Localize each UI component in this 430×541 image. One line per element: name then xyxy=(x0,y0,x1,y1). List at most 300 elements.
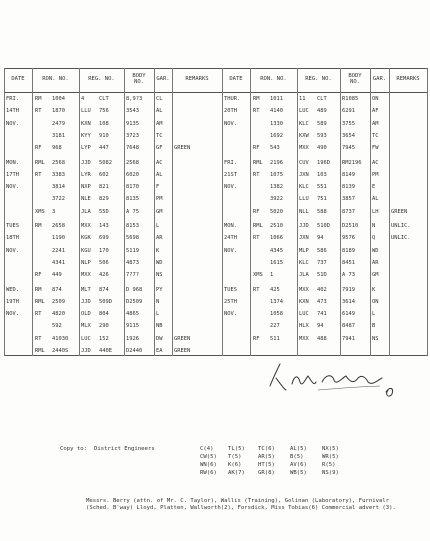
cell-reg-letters: KLC xyxy=(299,259,309,266)
col-rule xyxy=(389,68,390,356)
cell-ron-number: 511 xyxy=(270,335,280,342)
cell-body-no: D2509 xyxy=(126,298,143,305)
copy-to-entry: C(4) xyxy=(200,446,214,452)
cell-body-no: 8,9?3 xyxy=(126,96,143,102)
cell-reg-letters: KXN xyxy=(81,120,91,127)
cell-ron-number: 449 xyxy=(52,272,62,279)
cell-garage: AL xyxy=(156,108,163,115)
col-rule xyxy=(79,68,80,356)
cell-garage: ON xyxy=(372,298,379,305)
header-ron-no-2: RON. NO. xyxy=(260,76,287,82)
cell-body-no: 8149 xyxy=(342,171,355,178)
cell-garage: E xyxy=(372,184,376,191)
cell-ron-number: 2510 xyxy=(270,223,283,229)
cell-reg-letters: HLX xyxy=(299,323,309,330)
cell-reg-digits: 588 xyxy=(317,208,327,215)
header-gar-2: GAR. xyxy=(372,76,387,82)
cell-reg-digits: 741 xyxy=(317,311,327,318)
cell-reg-letters: KXN xyxy=(299,298,309,305)
cell-ron-number: 1615 xyxy=(270,259,283,266)
cell-body-no: 8737 xyxy=(342,208,355,215)
cell-body-no: R1085 xyxy=(342,96,359,102)
cell-garage: GM xyxy=(156,208,163,215)
cell-garage: K xyxy=(372,286,376,293)
cell-garage: GM xyxy=(372,272,379,279)
cell-body-no: 6149 xyxy=(342,311,355,318)
cell-reg-digits: 94 xyxy=(317,323,324,330)
cell-ron-number: 1330 xyxy=(270,120,283,127)
copy-to-entry: TL(5) xyxy=(228,446,245,452)
cell-ron-number: 1374 xyxy=(270,298,283,305)
copy-to-entry: T(5) xyxy=(228,454,242,460)
cell-date: 20TH xyxy=(224,108,237,115)
header-date: DATE xyxy=(11,76,25,82)
header-reg-no: REG. NO. xyxy=(88,76,115,82)
cell-garage: AF xyxy=(372,108,379,115)
cell-garage: FW xyxy=(372,145,379,152)
cell-ron-prefix: RM xyxy=(35,223,42,229)
cell-garage: N xyxy=(156,298,160,305)
cell-reg-letters: KGU xyxy=(81,247,91,254)
cell-body-no: 5698 xyxy=(126,235,139,242)
cell-body-no: 5119 xyxy=(126,247,139,254)
copy-to-entry: AL(5) xyxy=(290,446,307,452)
cell-reg-digits: 488 xyxy=(317,335,327,342)
col-rule xyxy=(222,68,223,356)
cell-date: TUES xyxy=(6,223,19,229)
cell-ron-number: 4341 xyxy=(52,259,65,266)
cell-body-no: 8170 xyxy=(126,184,139,191)
cell-garage: TC xyxy=(156,132,163,139)
cell-reg-letters: KYY xyxy=(81,132,91,139)
cell-ron-number: 1011 xyxy=(270,96,283,102)
cell-body-no: 4865 xyxy=(126,311,139,318)
col-rule xyxy=(427,68,428,356)
cell-body-no: 3654 xyxy=(342,132,355,139)
cell-reg-digits: 143 xyxy=(99,223,109,229)
cell-ron-number: 543 xyxy=(270,145,280,152)
cell-reg-letters: LUC xyxy=(299,108,309,115)
cell-ron-number: 1692 xyxy=(270,132,283,139)
copy-to-entry: RW(6) xyxy=(200,470,217,476)
cell-reg-digits: 589 xyxy=(317,120,327,127)
cell-reg-digits: 103 xyxy=(317,171,327,178)
cell-reg-letters: LYP xyxy=(81,145,91,152)
cell-reg-digits: 426 xyxy=(99,272,109,279)
header-gar: GAR. xyxy=(156,76,170,82)
cell-reg-letters: NLE xyxy=(81,196,91,203)
cell-ron-number: 2568 xyxy=(52,159,65,166)
cell-ron-number: 425 xyxy=(270,286,280,293)
cell-reg-digits: 551 xyxy=(317,184,327,191)
cell-reg-letters: JJD xyxy=(299,223,309,229)
cell-date: MON. xyxy=(224,223,237,229)
cell-ron-prefix: RML xyxy=(253,223,263,229)
cell-body-no: 7919 xyxy=(342,286,355,293)
cell-ron-prefix: RF xyxy=(35,272,42,279)
cell-reg-digits: 473 xyxy=(317,298,327,305)
cell-reg-letters: LUC xyxy=(299,311,309,318)
cell-ron-number: 4140 xyxy=(270,108,283,115)
cell-ron-prefix: RT xyxy=(253,108,260,115)
cell-ron-prefix: XMS xyxy=(253,272,263,279)
copy-to-entry: AR(5) xyxy=(258,454,275,460)
cell-reg-letters: MLX xyxy=(81,323,91,330)
copy-to-entry: AV(6) xyxy=(290,462,307,468)
cell-garage: WD xyxy=(156,259,163,266)
col-rule xyxy=(340,68,341,356)
cell-garage: DW xyxy=(156,335,163,342)
cell-reg-letters: JXN xyxy=(299,171,309,178)
cell-reg-letters: 11 xyxy=(299,96,306,102)
cell-ron-prefix: RM xyxy=(253,96,260,102)
signature xyxy=(262,356,412,404)
cell-date: 14TH xyxy=(6,108,19,115)
cell-body-no: 8451 xyxy=(342,259,355,266)
cell-ron-number: 1870 xyxy=(52,108,65,115)
cell-reg-digits: 5082 xyxy=(99,159,112,166)
cell-body-no: 8487 xyxy=(342,323,355,330)
cell-garage: AR xyxy=(156,235,163,242)
cell-garage: L xyxy=(156,223,160,229)
cell-reg-letters: LLU xyxy=(81,108,91,115)
cell-reg-digits: 402 xyxy=(317,286,327,293)
cell-ron-number: 2479 xyxy=(52,120,65,127)
cell-reg-letters: MLT xyxy=(81,286,91,293)
header-ron-no: RON. NO. xyxy=(42,76,69,82)
col-rule xyxy=(154,68,155,356)
cell-ron-prefix: RT xyxy=(253,171,260,178)
cell-body-no: D2440 xyxy=(126,348,143,354)
cell-date: NOV. xyxy=(224,247,237,254)
cell-garage: TC xyxy=(372,132,379,139)
cell-garage: WD xyxy=(372,247,379,254)
cell-body-no: 8189 xyxy=(342,247,355,254)
cell-body-no: 9135 xyxy=(126,120,139,127)
cell-date: 21ST xyxy=(224,171,237,178)
cell-garage: Q xyxy=(372,235,376,242)
cell-reg-digits: CLT xyxy=(317,96,327,102)
cell-ron-number: 2509 xyxy=(52,298,65,305)
copy-to-entry: GR(8) xyxy=(258,470,275,476)
cell-garage: L xyxy=(156,311,160,318)
cell-ron-prefix: RT xyxy=(253,235,260,242)
copy-to-entry: TC(6) xyxy=(258,446,275,452)
cell-remarks: UNLIC. xyxy=(391,223,411,229)
cell-body-no: D 968 xyxy=(126,286,143,293)
cell-garage: EA xyxy=(156,348,163,354)
cell-reg-digits: 490 xyxy=(317,145,327,152)
cell-reg-letters: JJD xyxy=(81,348,91,354)
copy-to-entry: WB(5) xyxy=(290,470,307,476)
cell-garage: CL xyxy=(156,96,163,102)
cell-garage: K xyxy=(156,247,160,254)
cell-date: 17TH xyxy=(6,171,19,178)
cell-body-no: 3614 xyxy=(342,298,355,305)
cell-ron-number: 2241 xyxy=(52,247,65,254)
cell-reg-digits: 602 xyxy=(99,171,109,178)
cell-reg-letters: MXX xyxy=(299,335,309,342)
cell-date: NOV. xyxy=(224,184,237,191)
cell-reg-digits: 586 xyxy=(317,247,327,254)
cell-ron-number: 3814 xyxy=(52,184,65,191)
cell-ron-number: 2196 xyxy=(270,159,283,166)
cell-body-no: 8135 xyxy=(126,196,139,203)
cell-reg-digits: 737 xyxy=(317,259,327,266)
cell-body-no: 3543 xyxy=(126,108,139,115)
cell-garage: AL xyxy=(156,171,163,178)
cell-reg-letters: KGK xyxy=(81,235,91,242)
cell-date: 24TH xyxy=(224,235,237,242)
cell-ron-prefix: RF xyxy=(253,208,260,215)
cell-ron-prefix: RM xyxy=(35,96,42,102)
cell-reg-digits: 874 xyxy=(99,286,109,293)
cell-garage: AM xyxy=(156,120,163,127)
cell-reg-digits: 509D xyxy=(99,298,112,305)
cell-ron-prefix: RT xyxy=(35,311,42,318)
cell-reg-letters: MXX xyxy=(81,223,91,229)
table-top-rule xyxy=(4,68,428,69)
cell-ron-prefix: RT xyxy=(35,335,42,342)
notes-paragraph: Messrs. Berry (attn. of Mr. C. Taylor), Wallis (Training), Golinan (Laboratory), Furnivalr (Sched. B'way) Lloyd, Platten, Wallworth(2), Forsdick, Miss Tobias(6) Commercial advert (3). xyxy=(86,498,396,512)
cell-ron-number: 968 xyxy=(52,145,62,152)
copy-to-entry: B(5) xyxy=(290,454,304,460)
cell-garage: NS xyxy=(372,335,379,342)
cell-ron-number: 1066 xyxy=(270,235,283,242)
cell-reg-digits: 489 xyxy=(317,108,327,115)
cell-remarks: GREEN xyxy=(174,145,191,152)
cell-reg-digits: 440E xyxy=(99,348,112,354)
cell-ron-prefix: RML xyxy=(253,159,263,166)
cell-date: THUR. xyxy=(224,96,241,102)
copy-to-entry: K(6) xyxy=(228,462,242,468)
cell-ron-number: 4820 xyxy=(52,311,65,318)
cell-reg-letters: MXX xyxy=(81,272,91,279)
cell-reg-letters: NLP xyxy=(81,259,91,266)
cell-date: NOV. xyxy=(6,247,19,254)
cell-garage: NS xyxy=(156,272,163,279)
cell-date: FRI. xyxy=(224,159,237,166)
copy-to-entry: CW(5) xyxy=(200,454,217,460)
cell-remarks: GREEN xyxy=(174,335,191,342)
cell-reg-letters: MXX xyxy=(299,286,309,293)
cell-garage: NB xyxy=(156,323,163,330)
cell-body-no: 9576 xyxy=(342,235,355,242)
cell-garage: GF xyxy=(156,145,163,152)
cell-body-no: D2510 xyxy=(342,223,359,229)
cell-body-no: 7648 xyxy=(126,145,139,152)
cell-date: MON. xyxy=(6,159,19,166)
cell-garage: LH xyxy=(372,208,379,215)
cell-reg-digits: 751 xyxy=(317,196,327,203)
copy-to-label: Copy to: xyxy=(60,446,87,452)
cell-garage: B xyxy=(372,323,376,330)
cell-ron-number: 3181 xyxy=(52,132,65,139)
cell-ron-prefix: RML xyxy=(35,298,45,305)
cell-reg-digits: 593 xyxy=(317,132,327,139)
cell-garage: PY xyxy=(156,286,163,293)
cell-date: TUES xyxy=(224,286,237,293)
cell-date: 25TH xyxy=(224,298,237,305)
header-remarks: REMARKS xyxy=(185,76,209,82)
cell-body-no: 8153 xyxy=(126,223,139,229)
cell-garage: AM xyxy=(372,120,379,127)
cell-ron-prefix: RT xyxy=(253,286,260,293)
cell-reg-digits: 821 xyxy=(99,184,109,191)
col-rule xyxy=(4,68,5,356)
copy-to-entry: WR(5) xyxy=(322,454,339,460)
cell-ron-prefix: RT xyxy=(35,108,42,115)
copy-to-entry: NX(5) xyxy=(322,446,339,452)
cell-body-no: 3857 xyxy=(342,196,355,203)
copy-to-entry: WN(6) xyxy=(200,462,217,468)
cell-reg-letters: MXX xyxy=(299,145,309,152)
header-remarks-2: REMARKS xyxy=(396,76,420,82)
cell-reg-digits: 910 xyxy=(99,132,109,139)
cell-garage: L xyxy=(372,311,376,318)
cell-ron-prefix: RF xyxy=(253,145,260,152)
cell-ron-prefix: RT xyxy=(35,171,42,178)
cell-ron-prefix: RF xyxy=(253,335,260,342)
cell-reg-letters: JLA xyxy=(299,272,309,279)
col-rule xyxy=(124,68,125,356)
cell-reg-digits: 699 xyxy=(99,235,109,242)
header-body-no: BODY NO. xyxy=(132,73,146,85)
cell-body-no: 7941 xyxy=(342,335,355,342)
cell-ron-number: 1382 xyxy=(270,184,283,191)
cell-body-no: 3723 xyxy=(126,132,139,139)
col-rule xyxy=(32,68,33,356)
cell-ron-number: 3722 xyxy=(52,196,65,203)
cell-body-no: 7?7? xyxy=(126,272,139,279)
cell-ron-number: 2658 xyxy=(52,223,65,229)
cell-garage: AR xyxy=(372,259,379,266)
cell-body-no: 6020 xyxy=(126,171,139,178)
cell-reg-letters: 4 xyxy=(81,96,85,102)
col-rule xyxy=(370,68,371,356)
cell-reg-letters: KXW xyxy=(299,132,309,139)
cell-remarks: UNLIC. xyxy=(391,235,411,242)
cell-reg-digits: 55D xyxy=(99,208,109,215)
cell-date: NOV. xyxy=(224,311,237,318)
cell-garage: ON xyxy=(372,96,379,102)
cell-body-no: 8139 xyxy=(342,184,355,191)
copy-to-entry: HT(5) xyxy=(258,462,275,468)
cell-ron-number: 1058 xyxy=(270,311,283,318)
cell-body-no: 2568 xyxy=(126,159,139,166)
cell-ron-number: 3383 xyxy=(52,171,65,178)
cell-reg-digits: 152 xyxy=(99,335,109,342)
cell-reg-digits: 506 xyxy=(99,259,109,266)
cell-garage: AC xyxy=(156,159,163,166)
col-rule xyxy=(172,68,173,356)
cell-reg-letters: LUC xyxy=(81,335,91,342)
cell-reg-letters: JJD xyxy=(81,298,91,305)
cell-date: WED. xyxy=(6,286,19,293)
header-date-2: DATE xyxy=(229,76,243,82)
cell-reg-digits: 447 xyxy=(99,145,109,152)
copy-to-entry: R(5) xyxy=(322,462,336,468)
cell-garage: N xyxy=(372,223,376,229)
cell-reg-letters: JXN xyxy=(299,235,309,242)
cell-ron-number: 2440S xyxy=(52,348,69,354)
cell-reg-letters: NLL xyxy=(299,208,309,215)
header-rule xyxy=(4,92,428,93)
cell-date: NOV. xyxy=(6,311,19,318)
cell-date: FRI. xyxy=(6,96,19,102)
cell-reg-digits: CLT xyxy=(99,96,109,102)
cell-reg-digits: 290 xyxy=(99,323,109,330)
cell-reg-digits: 804 xyxy=(99,311,109,318)
cell-ron-prefix: XMS xyxy=(35,208,45,215)
cell-ron-number: 4345 xyxy=(270,247,283,254)
cell-body-no: 4873 xyxy=(126,259,139,266)
cell-ron-prefix: RM xyxy=(35,286,42,293)
cell-body-no: RM2196 xyxy=(342,159,362,166)
cell-reg-letters: OLD xyxy=(81,311,91,318)
cell-body-no: A 73 xyxy=(342,272,355,279)
cell-date: 19TH xyxy=(6,298,19,305)
cell-body-no: 6291 xyxy=(342,108,355,115)
cell-ron-number: 3 xyxy=(52,208,56,215)
cell-ron-number: 592 xyxy=(52,323,62,330)
cell-remarks: GREEN xyxy=(391,208,408,215)
copy-to-title: District Engineers xyxy=(94,446,155,452)
cell-garage: F xyxy=(156,184,160,191)
col-rule xyxy=(250,68,251,356)
cell-ron-number: 5020 xyxy=(270,208,283,215)
cell-body-no: 3755 xyxy=(342,120,355,127)
cell-reg-letters: KLC xyxy=(299,184,309,191)
cell-ron-prefix: RF xyxy=(35,145,42,152)
copy-to-entry: AK(7) xyxy=(228,470,245,476)
cell-reg-digits: 829 xyxy=(99,196,109,203)
header-reg-no-2: REG. NO. xyxy=(305,76,332,82)
cell-reg-letters: NXP xyxy=(81,184,91,191)
cell-reg-letters: CUV xyxy=(299,159,309,166)
header-body-no-2: BODY NO. xyxy=(348,73,362,85)
cell-reg-digits: 108 xyxy=(99,120,109,127)
cell-ron-number: 1075 xyxy=(270,171,283,178)
copy-to-entry: NS(9) xyxy=(322,470,339,476)
cell-ron-number: 1190 xyxy=(52,235,65,242)
cell-ron-number: 1004 xyxy=(52,96,65,102)
cell-garage: PM xyxy=(372,171,379,178)
allocation-table xyxy=(4,68,428,356)
cell-reg-digits: 51D xyxy=(317,272,327,279)
cell-reg-letters: KLC xyxy=(299,120,309,127)
cell-body-no: 7945 xyxy=(342,145,355,152)
cell-ron-number: 3922 xyxy=(270,196,283,203)
cell-garage: AL xyxy=(372,196,379,203)
cell-reg-digits: 196D xyxy=(317,159,330,166)
cell-reg-digits: 756 xyxy=(99,108,109,115)
cell-reg-letters: MLP xyxy=(299,247,309,254)
cell-reg-letters: JLA xyxy=(81,208,91,215)
cell-ron-number: 1 xyxy=(270,272,274,279)
cell-body-no: 1926 xyxy=(126,335,139,342)
col-rule xyxy=(297,68,298,356)
cell-reg-letters: JJD xyxy=(81,159,91,166)
cell-date: NOV. xyxy=(6,184,19,191)
cell-body-no: A 75 xyxy=(126,208,139,215)
cell-date: 18TH xyxy=(6,235,19,242)
cell-ron-prefix: RML xyxy=(35,159,45,166)
cell-ron-prefix: RML xyxy=(35,348,45,354)
cell-reg-digits: 94 xyxy=(317,235,324,242)
cell-ron-number: 41030 xyxy=(52,335,69,342)
cell-garage: AC xyxy=(372,159,379,166)
